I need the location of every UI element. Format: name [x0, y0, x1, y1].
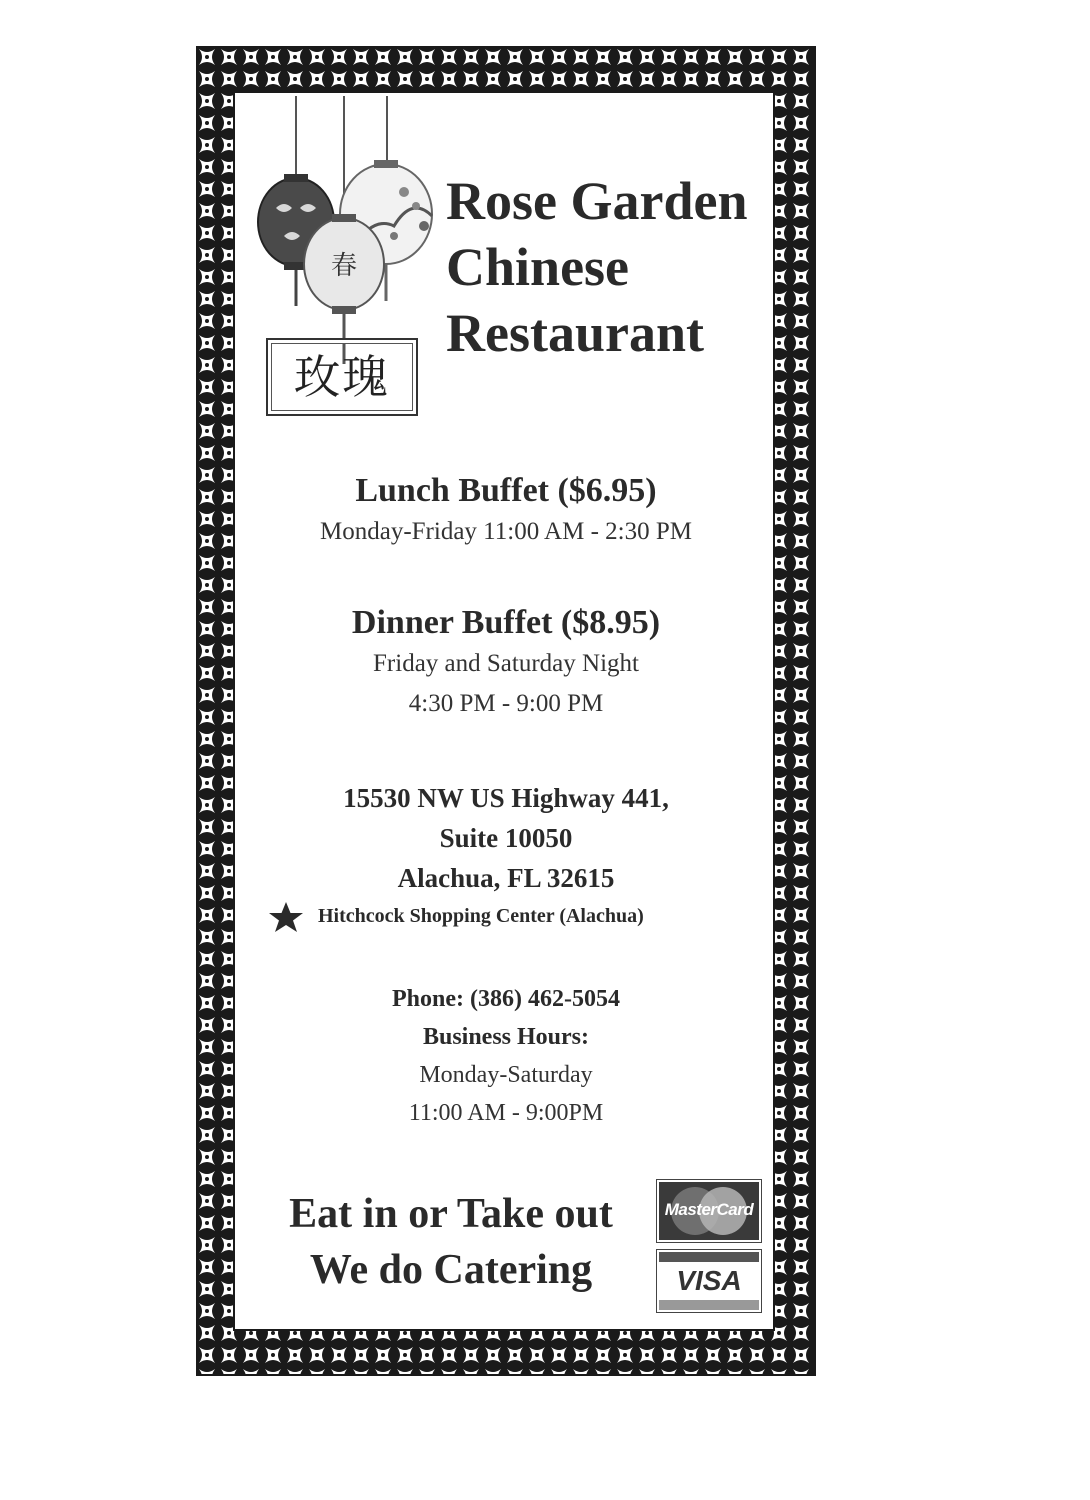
dinner-buffet-section — [226, 602, 786, 724]
flyer — [196, 46, 816, 1376]
business-hours: 11:00 AM - 9:00PM — [408, 1100, 604, 1126]
contact-block — [226, 980, 786, 1132]
address-line: Suite 10050 — [439, 823, 573, 853]
hanging-lanterns-illustration — [254, 96, 444, 376]
dinner-buffet-heading: Dinner Buffet ($8.95) — [351, 604, 661, 641]
dinner-buffet-hours: 4:30 PM - 9:00 PM — [408, 690, 604, 717]
chinese-name-seal: 玫瑰 — [266, 338, 418, 416]
landmark — [266, 898, 706, 934]
lunch-buffet-heading: Lunch Buffet ($6.95) — [355, 472, 657, 509]
restaurant-name-line: Chinese — [446, 237, 630, 297]
mastercard-label: MasterCard — [664, 1200, 754, 1219]
dinner-buffet-days: Friday and Saturday Night — [373, 650, 639, 677]
restaurant-name-line: Rose Garden — [446, 171, 748, 231]
address-line: 15530 NW US Highway 441, — [343, 783, 669, 813]
catering-text: We do Catering — [309, 1247, 593, 1293]
accepted-cards — [656, 1179, 762, 1313]
restaurant-name-line: Restaurant — [446, 303, 704, 363]
visa-logo — [656, 1249, 762, 1313]
address-block — [226, 778, 786, 898]
services-banner — [246, 1186, 656, 1298]
phone-number: Phone: (386) 462-5054 — [392, 986, 620, 1012]
lunch-buffet-schedule: Monday-Friday 11:00 AM - 2:30 PM — [320, 518, 692, 545]
restaurant-name — [446, 168, 786, 366]
address-line: Alachua, FL 32615 — [397, 863, 615, 893]
lunch-buffet-section — [226, 470, 786, 552]
landmark-text: Hitchcock Shopping Center (Alachua) — [318, 905, 644, 927]
visa-label: VISA — [676, 1265, 742, 1296]
star-icon — [266, 900, 306, 934]
dine-option-text: Eat in or Take out — [289, 1191, 613, 1237]
business-days: Monday-Saturday — [419, 1062, 593, 1088]
mastercard-logo — [656, 1179, 762, 1243]
lantern-character: 春 — [330, 251, 358, 281]
business-hours-label: Business Hours: — [422, 1024, 590, 1050]
